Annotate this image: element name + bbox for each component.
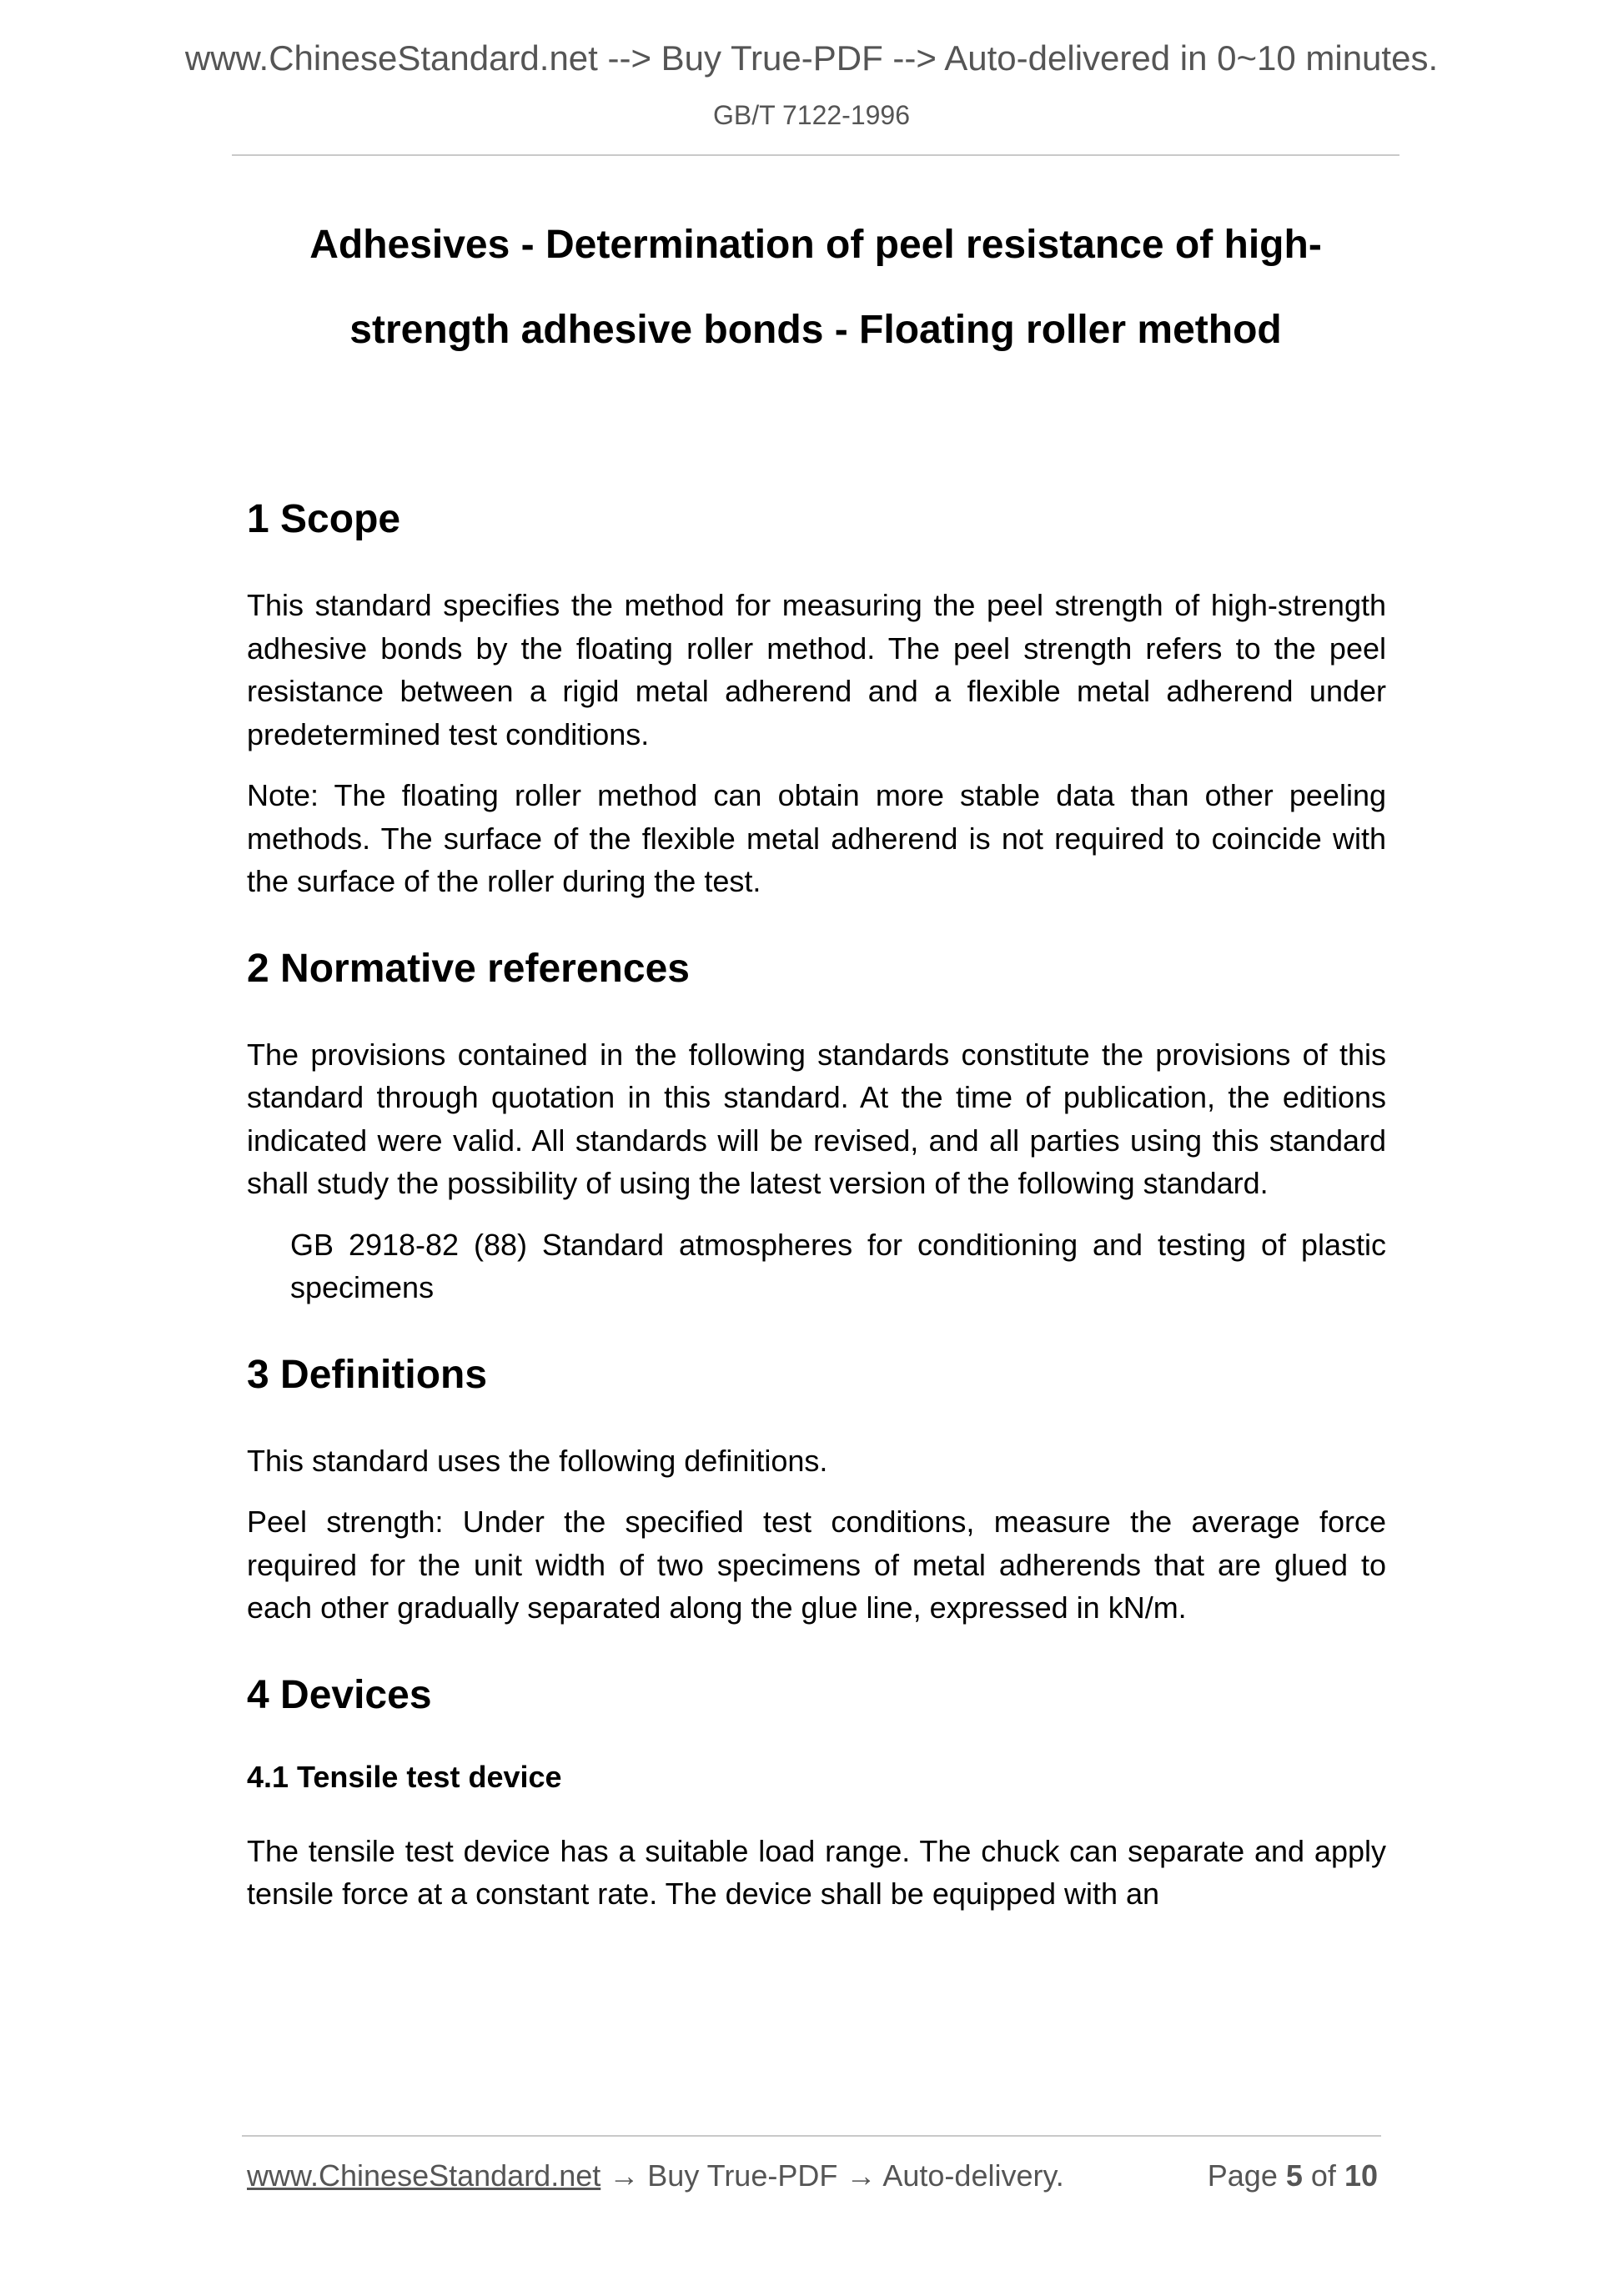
normative-reference-item: GB 2918-82 (88) Standard atmospheres for conditioning and testing of plastic specimens [290, 1227, 1386, 1304]
title-line-2: strength adhesive bonds - Floating roller method [349, 308, 1282, 352]
footer-divider [242, 2135, 1381, 2137]
document-title [232, 203, 1399, 373]
subsection-heading-tensile-test-device: 4.1 Tensile test device [247, 1759, 562, 1794]
page-number [1208, 2158, 1378, 2193]
header-divider [232, 154, 1399, 156]
section-heading-scope: 1 Scope [247, 497, 401, 541]
page-current: 5 [1285, 2158, 1303, 2193]
right-arrow-icon: → [609, 2158, 640, 2193]
footer-buy-text: Buy True-PDF [647, 2158, 838, 2193]
page-total: 10 [1344, 2158, 1378, 2193]
section-heading-normative-references: 2 Normative references [247, 946, 690, 991]
scope-note: Note: The floating roller method can obtain more stable data than other peeling methods. The surface of the flexible metal adherend is not required to coincide with the surface of the roller during the test. [247, 778, 1386, 898]
top-banner: www.ChineseStandard.net --> Buy True-PDF --> Auto-delivered in 0~10 minutes. [184, 38, 1439, 78]
footer-delivery-text: Auto-delivery. [882, 2158, 1064, 2193]
normative-paragraph: The provisions contained in the following standards constitute the provisions of this standard through quotation in this standard. At the time of publication, the editions indicated were valid. All standards will be revised, and all parties using this standard shall study the possibility of using the latest version of the following standard. [247, 1037, 1386, 1200]
scope-paragraph: This standard specifies the method for measuring the peel strength of high-strength adhesive bonds by the floating roller method. The peel strength refers to the peel resistance between a rigid metal adherend and a flexible metal adherend under predetermined test conditions. [247, 588, 1386, 751]
tensile-device-paragraph: The tensile test device has a suitable load range. The chuck can separate and apply tensile force at a constant rate. The device shall be equipped with an [247, 1833, 1386, 1911]
right-arrow-icon: → [846, 2158, 877, 2193]
page-of: of [1310, 2158, 1336, 2193]
document-id: GB/T 7122-1996 [712, 100, 910, 130]
footer-site-link[interactable]: www.ChineseStandard.net [247, 2158, 601, 2193]
document-body [247, 492, 1386, 1916]
definition-peel-strength: Peel strength: Under the specified test conditions, measure the average force required for the unit width of two specimens of metal adherends that are glued to each other gradually separated along the glue line, expressed in kN/m. [247, 1505, 1386, 1625]
footer-promo [247, 2158, 1064, 2193]
title-line-1: Adhesives - Determination of peel resistance of high- [309, 223, 1322, 267]
page-label: Page [1207, 2158, 1278, 2193]
section-heading-devices: 4 Devices [247, 1672, 432, 1717]
definitions-paragraph: This standard uses the following definitions. [247, 1443, 828, 1478]
section-heading-definitions: 3 Definitions [247, 1352, 488, 1397]
